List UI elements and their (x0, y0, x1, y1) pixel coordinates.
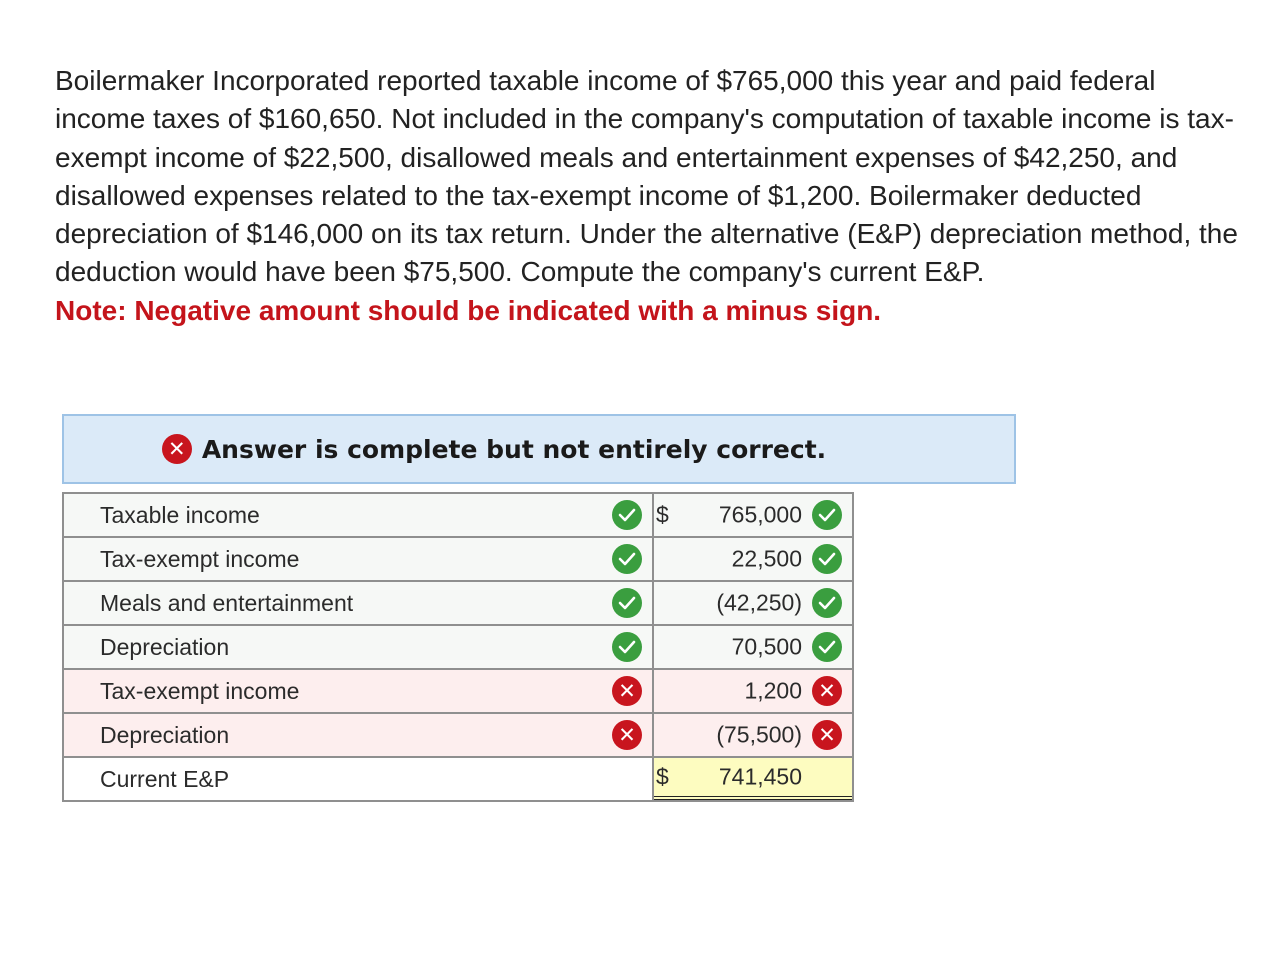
problem-note: Note: Negative amount should be indicated with a minus sign. (55, 294, 882, 326)
check-icon (612, 632, 642, 662)
row-amount-value: 1,200 (744, 677, 802, 704)
table-row (63, 625, 853, 669)
row-label-text: Taxable income (100, 501, 260, 528)
row-amount-input[interactable] (653, 669, 853, 713)
row-amount-value: 22,500 (731, 545, 802, 572)
row-label-select[interactable] (63, 713, 653, 757)
table-row (63, 537, 853, 581)
row-amount-input[interactable] (653, 625, 853, 669)
check-icon (812, 632, 842, 662)
row-label-select[interactable] (63, 625, 653, 669)
row-amount-input[interactable] (653, 713, 853, 757)
currency-symbol: $ (656, 763, 669, 790)
total-amount-cell (653, 757, 853, 801)
row-amount-input[interactable] (653, 581, 853, 625)
result-banner (62, 414, 1016, 484)
cross-icon: ✕ (812, 676, 842, 706)
result-banner-text: Answer is complete but not entirely correct. (201, 434, 827, 464)
row-label-select[interactable] (63, 581, 653, 625)
row-label-select[interactable] (63, 669, 653, 713)
cross-icon: ✕ (612, 720, 642, 750)
cross-icon: ✕ (162, 434, 192, 464)
row-amount-value: 765,000 (718, 501, 802, 528)
problem-text: Boilermaker Incorporated reported taxable income of $765,000 this year and paid federal income taxes of $160,650. Not included in the company's computation of taxable income is tax-exempt income of $22,500, disallowed meals and entertainment expenses of $42,250, and disallowed expenses related to the tax-exempt income of $1,200. Boilermaker deducted depreciation of $146,000 on its tax return. Under the alternative (E&P) depreciation method, the deduction would have been $75,500. Compute the company's current E&P. (55, 65, 1238, 288)
check-icon (612, 588, 642, 618)
row-amount-input[interactable] (653, 537, 853, 581)
row-label-text: Depreciation (100, 633, 230, 660)
row-label-select[interactable] (63, 493, 653, 537)
cross-icon: ✕ (812, 720, 842, 750)
problem-statement (55, 62, 1245, 330)
row-amount-value: 70,500 (731, 633, 802, 660)
row-label-select[interactable] (63, 537, 653, 581)
total-label-text: Current E&P (100, 765, 230, 792)
total-amount-value: 741,450 (718, 763, 802, 790)
check-icon (612, 544, 642, 574)
check-icon (812, 500, 842, 530)
cross-icon: ✕ (612, 676, 642, 706)
answer-table (62, 492, 854, 802)
table-row (63, 493, 853, 537)
row-amount-value: (75,500) (716, 721, 802, 748)
check-icon (612, 500, 642, 530)
total-row (63, 757, 853, 801)
table-row (63, 713, 853, 757)
row-label-text: Depreciation (100, 721, 230, 748)
table-row (63, 669, 853, 713)
row-label-text: Tax-exempt income (100, 677, 300, 704)
check-icon (812, 544, 842, 574)
row-label-text: Meals and entertainment (100, 589, 354, 616)
row-amount-value: (42,250) (716, 589, 802, 616)
check-icon (812, 588, 842, 618)
currency-symbol: $ (656, 501, 669, 528)
table-row (63, 581, 853, 625)
total-label (63, 757, 653, 801)
total-amount-field (654, 758, 852, 800)
row-amount-input[interactable] (653, 493, 853, 537)
row-label-text: Tax-exempt income (100, 545, 300, 572)
